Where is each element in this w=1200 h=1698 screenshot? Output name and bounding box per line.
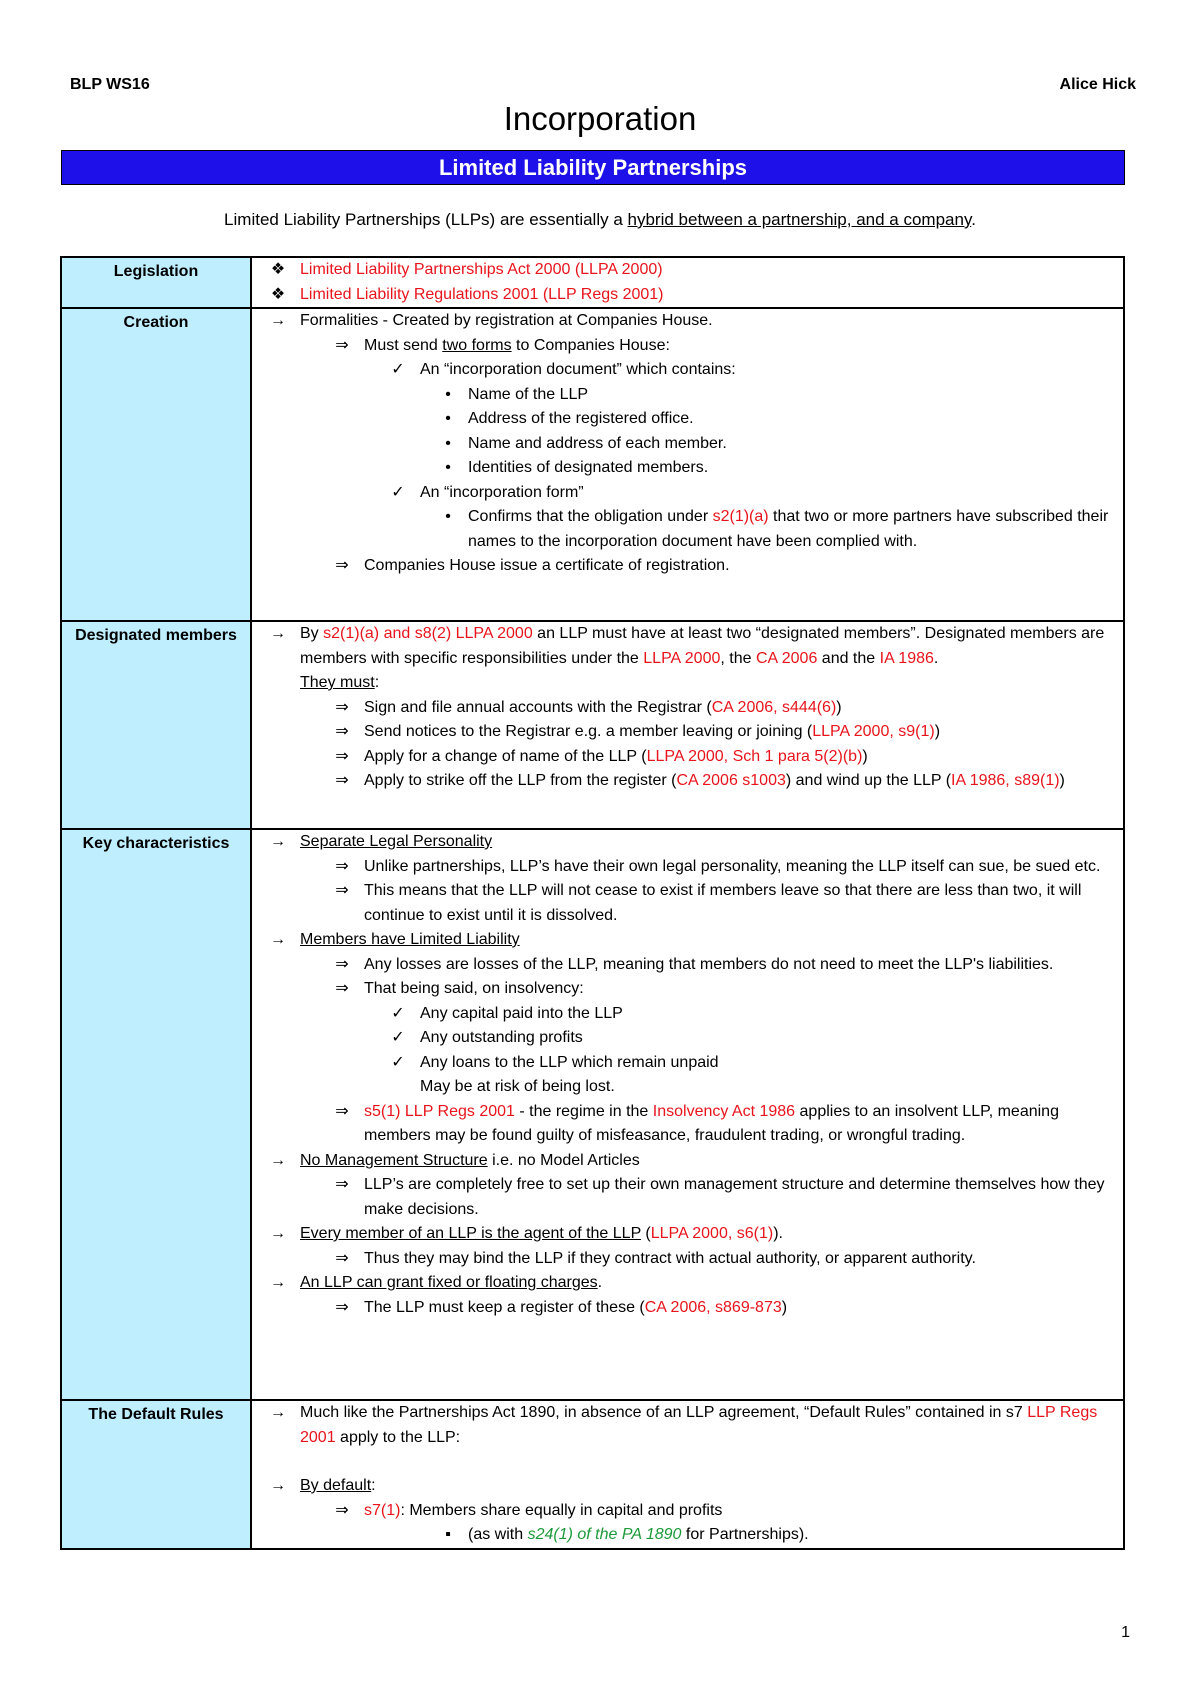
text-segment: Limited Liability Partnerships Act 2000 (LLPA 2000) (300, 261, 663, 278)
content-line (252, 1401, 1115, 1450)
content-line (252, 1271, 1115, 1296)
text-segment: , the (720, 649, 756, 667)
content-line (252, 769, 1115, 794)
check-bullet-icon: ✓ (391, 361, 405, 378)
text-segment: . (597, 1274, 603, 1291)
row-designated (61, 621, 1124, 829)
row-default (61, 1400, 1124, 1549)
row-content (251, 257, 1124, 308)
arrow-bullet-icon: → (270, 1151, 286, 1169)
row-label: Creation (61, 308, 251, 621)
double-arrow-bullet-icon: ⇒ (335, 955, 349, 973)
content-line (252, 1026, 1115, 1051)
content-line (252, 258, 1115, 283)
text-segment: CA 2006, s444(6) (711, 698, 837, 716)
text-segment: an LLP must have at least two “designated members”. Designated members are members with specific responsibilities under the (300, 625, 1105, 667)
row-content (251, 829, 1124, 1400)
text-segment: : (371, 1477, 376, 1494)
content-line (252, 1247, 1115, 1272)
arrow-bullet-icon: → (270, 1477, 286, 1494)
text-segment: ) (862, 747, 868, 765)
text-segment: applies to an insolvent LLP, meaning members may be found guilty of misfeasance, fraudulent trading, or wrongful trading. (364, 1102, 1059, 1144)
text-segment: . (933, 649, 939, 667)
text-segment: The LLP must keep a register of these ( (364, 1298, 645, 1316)
row-content (251, 308, 1124, 621)
arrow-bullet-icon: → (270, 1225, 286, 1242)
text-segment: Confirms that the obligation under (468, 508, 713, 525)
double-arrow-bullet-icon: ⇒ (335, 1176, 349, 1193)
text-segment: s7(1) (364, 1501, 401, 1519)
content-line (252, 696, 1115, 721)
square-bullet-icon: ▪ (445, 1526, 451, 1543)
dot-bullet-icon: • (445, 508, 451, 525)
text-segment: ) (934, 723, 941, 740)
content-line (252, 1075, 1115, 1100)
text-segment: An LLP can grant fixed or floating charges (300, 1274, 598, 1291)
text-segment: IA 1986 (879, 649, 934, 667)
check-bullet-icon: ✓ (391, 483, 405, 501)
text-segment: Apply for a change of name of the LLP ( (364, 747, 647, 765)
double-arrow-bullet-icon: ⇒ (335, 747, 349, 765)
text-segment: apply to the LLP: (335, 1428, 461, 1446)
text-segment: This means that the LLP will not cease to exist if members leave so that there are less than two, it will continue to exist until it is dissolved. (364, 882, 1082, 924)
text-segment: Must send (364, 336, 443, 354)
double-arrow-bullet-icon: ⇒ (335, 723, 349, 740)
content-line (252, 720, 1115, 745)
content-line (252, 432, 1115, 457)
text-segment: to Companies House: (511, 336, 670, 354)
text-segment: for Partnerships). (681, 1526, 809, 1543)
content-line (252, 1051, 1115, 1076)
text-segment: No Management Structure (300, 1151, 488, 1169)
text-segment: Any loans to the LLP which remain unpaid (420, 1053, 719, 1071)
row-creation (61, 308, 1124, 621)
content-line (252, 1100, 1115, 1149)
page-title: Incorporation (503, 100, 697, 137)
row-label: Designated members (61, 621, 251, 829)
text-segment: s2(1)(a) (712, 508, 769, 525)
text-segment: Name and address of each member. (468, 434, 727, 452)
content-line (252, 879, 1115, 928)
content-line (252, 1173, 1115, 1222)
text-segment: IA 1986, s89(1) (951, 772, 1060, 789)
text-segment: ) (1059, 772, 1065, 789)
text-segment: Apply to strike off the LLP from the register ( (364, 772, 677, 789)
arrow-bullet-icon: → (270, 1274, 286, 1291)
text-segment: Send notices to the Registrar e.g. a member leaving or joining ( (364, 723, 813, 740)
notes-table (60, 256, 1125, 1550)
text-segment: ). (773, 1225, 783, 1242)
row-content (251, 1400, 1124, 1549)
text-segment: They must (300, 674, 375, 691)
intro-post: . (971, 210, 976, 229)
text-segment: Companies House issue a certificate of registration. (364, 557, 730, 574)
text-segment: Limited Liability Regulations 2001 (LLP Regs 2001) (300, 285, 664, 303)
content-line (252, 456, 1115, 481)
content-line (252, 928, 1115, 953)
check-bullet-icon: ✓ (391, 1053, 405, 1071)
arrow-bullet-icon: → (270, 1404, 286, 1421)
content-line (252, 1474, 1115, 1499)
intro-underlined: hybrid between a partnership, and a company (627, 210, 972, 229)
row-key (61, 829, 1124, 1400)
text-segment: Any losses are losses of the LLP, meaning that members do not need to meet the LLP's liabilities. (364, 955, 1054, 973)
content-line (252, 745, 1115, 770)
text-segment: LLPA 2000, s9(1) (812, 723, 935, 740)
double-arrow-bullet-icon: ⇒ (335, 980, 349, 997)
text-segment: two forms (442, 336, 512, 354)
row-legislation (61, 257, 1124, 308)
double-arrow-bullet-icon: ⇒ (335, 1298, 349, 1316)
text-segment: LLPA 2000, Sch 1 para 5(2)(b) (646, 747, 863, 765)
diamond-bullet-icon: ❖ (270, 261, 286, 278)
intro-pre: Limited Liability Partnerships (LLPs) are essentially a (224, 210, 628, 229)
content-line (252, 1222, 1115, 1247)
text-segment: CA 2006 s1003 (676, 772, 786, 789)
page-number: 1 (1121, 1624, 1130, 1641)
text-segment: That being said, on insolvency: (364, 980, 584, 997)
content-line (252, 977, 1115, 1002)
content-line (252, 383, 1115, 408)
content-line (252, 554, 1115, 579)
section-banner: Limited Liability Partnerships (61, 150, 1125, 185)
intro-text (0, 210, 1200, 230)
double-arrow-bullet-icon: ⇒ (335, 1249, 349, 1267)
text-segment: s24(1) of the PA 1890 (527, 1526, 682, 1543)
text-segment: May be at risk of being lost. (420, 1078, 615, 1095)
text-segment: - the regime in the (514, 1102, 653, 1120)
text-segment: Address of the registered office. (468, 410, 694, 427)
content-line (252, 953, 1115, 978)
text-segment: Insolvency Act 1986 (652, 1102, 796, 1120)
content-line (252, 481, 1115, 506)
text-segment: By (300, 625, 324, 642)
text-segment: LLPA 2000, s6(1) (650, 1225, 774, 1242)
text-segment: s5(1) LLP Regs 2001 (364, 1102, 515, 1120)
text-segment: : (374, 674, 380, 691)
text-segment: Any capital paid into the LLP (420, 1004, 623, 1022)
text-segment: Any outstanding profits (420, 1029, 583, 1046)
text-segment: Unlike partnerships, LLP’s have their own legal personality, meaning the LLP itself can sue, be sued etc. (364, 857, 1101, 875)
double-arrow-bullet-icon: ⇒ (335, 772, 349, 789)
header-right: Alice Hick (1059, 76, 1136, 93)
content-line (252, 671, 1115, 696)
dot-bullet-icon: • (445, 459, 451, 476)
content-line (252, 407, 1115, 432)
text-segment: LLP’s are completely free to set up their own management structure and determine themselves how they make decisions. (364, 1176, 1105, 1218)
text-segment: i.e. no Model Articles (487, 1151, 640, 1169)
row-content (251, 621, 1124, 829)
dot-bullet-icon: • (445, 410, 451, 427)
arrow-bullet-icon: → (270, 625, 286, 642)
text-segment: CA 2006, s869-873 (644, 1298, 782, 1316)
double-arrow-bullet-icon: ⇒ (335, 1501, 349, 1519)
arrow-bullet-icon: → (270, 833, 286, 850)
text-segment: ) (781, 1298, 788, 1316)
content-line (252, 283, 1115, 308)
text-segment: ) and wind up the LLP ( (785, 772, 952, 789)
row-label: Legislation (61, 257, 251, 308)
content-line (252, 1523, 1115, 1548)
text-segment: ) (836, 698, 842, 716)
text-segment: CA 2006 (755, 649, 818, 667)
content-line (252, 505, 1115, 554)
arrow-bullet-icon: → (270, 931, 286, 948)
double-arrow-bullet-icon: ⇒ (335, 882, 349, 899)
arrow-bullet-icon: → (270, 312, 286, 329)
text-segment: (as with (468, 1526, 528, 1543)
content-line (252, 334, 1115, 359)
text-segment: Identities of designated members. (468, 459, 709, 476)
text-segment: Every member of an LLP is the agent of the LLP (300, 1225, 641, 1242)
content-line (252, 1499, 1115, 1524)
text-segment: Name of the LLP (468, 385, 589, 403)
text-segment: Members have Limited Liability (300, 931, 520, 948)
text-segment: Sign and file annual accounts with the Registrar ( (364, 698, 712, 716)
text-segment: Separate Legal Personality (300, 833, 493, 850)
double-arrow-bullet-icon: ⇒ (335, 1102, 349, 1120)
text-segment: LLP Regs 2001 (300, 1404, 1098, 1446)
dot-bullet-icon: • (445, 434, 451, 452)
header-left: BLP WS16 (70, 76, 150, 93)
double-arrow-bullet-icon: ⇒ (335, 336, 349, 354)
content-line (252, 358, 1115, 383)
content-line (252, 622, 1115, 671)
double-arrow-bullet-icon: ⇒ (335, 698, 349, 716)
dot-bullet-icon: • (445, 385, 451, 403)
check-bullet-icon: ✓ (391, 1004, 405, 1022)
content-line (252, 309, 1115, 334)
content-line (252, 1149, 1115, 1174)
check-bullet-icon: ✓ (391, 1029, 405, 1046)
text-segment: By default (300, 1477, 372, 1494)
text-segment: LLPA 2000 (643, 649, 721, 667)
text-segment: Formalities - Created by registration at Companies House. (300, 312, 713, 329)
text-segment: that two or more partners have subscribed their names to the incorporation document have been complied with. (468, 508, 1109, 550)
line-gap (252, 1450, 1115, 1474)
content-line (252, 830, 1115, 855)
double-arrow-bullet-icon: ⇒ (335, 557, 349, 574)
content-line (252, 1296, 1115, 1321)
text-segment: and the (817, 649, 880, 667)
content-line (252, 1002, 1115, 1027)
text-segment: s2(1)(a) and s8(2) LLPA 2000 (323, 625, 533, 642)
content-line (252, 855, 1115, 880)
row-label: The Default Rules (61, 1400, 251, 1549)
text-segment: An “incorporation form” (420, 483, 584, 501)
row-label: Key characteristics (61, 829, 251, 1400)
double-arrow-bullet-icon: ⇒ (335, 857, 349, 875)
text-segment: Much like the Partnerships Act 1890, in absence of an LLP agreement, “Default Rules” contained in s7 (300, 1404, 1028, 1421)
diamond-bullet-icon: ❖ (270, 285, 286, 303)
text-segment: Thus they may bind the LLP if they contract with actual authority, or apparent authority. (364, 1249, 976, 1267)
text-segment: : Members share equally in capital and profits (400, 1501, 723, 1519)
text-segment: An “incorporation document” which contains: (420, 361, 736, 378)
text-segment: ( (640, 1225, 651, 1242)
